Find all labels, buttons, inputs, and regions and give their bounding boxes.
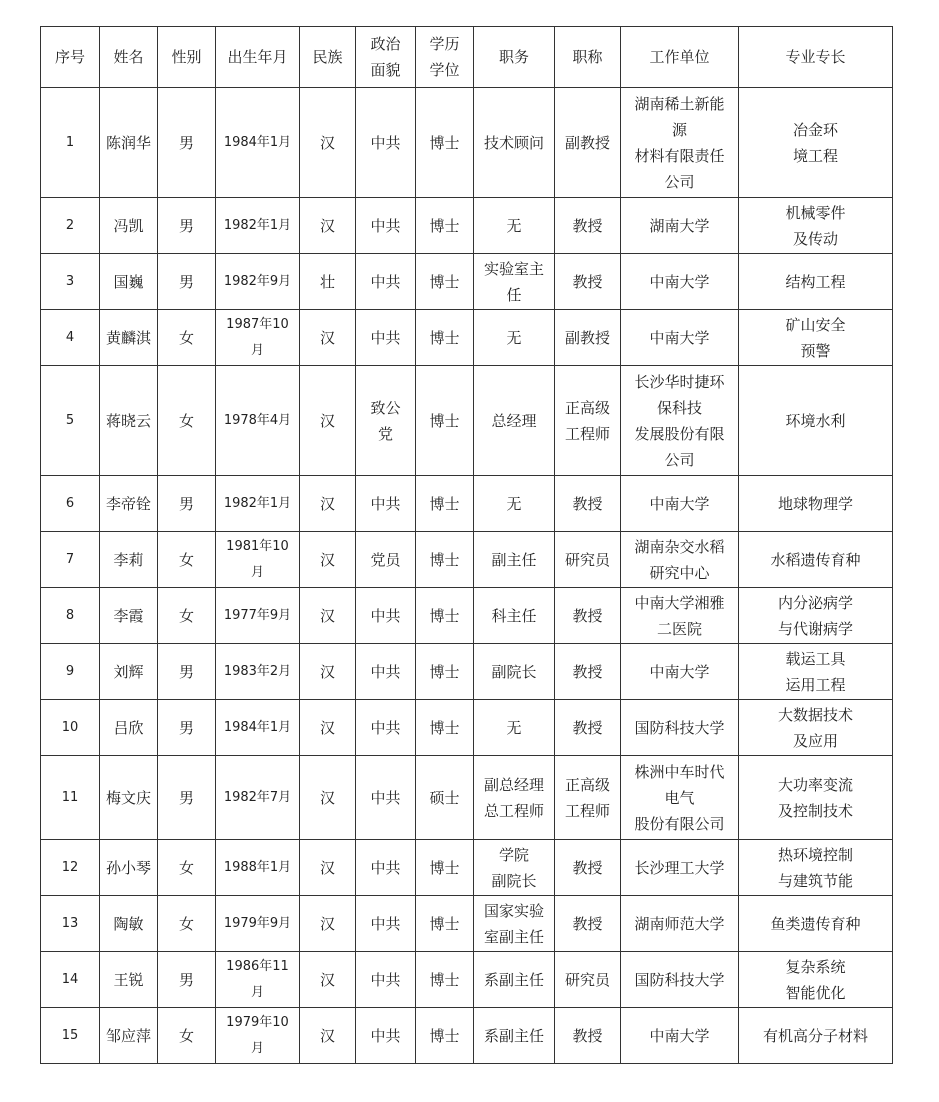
birth-cell: 1986年11 月 (216, 952, 300, 1008)
name-cell: 吕欣 (100, 700, 158, 756)
position-cell: 副总经理 总工程师 (474, 756, 555, 840)
index-cell: 9 (41, 644, 100, 700)
position-cell: 总经理 (474, 366, 555, 476)
birth-cell: 1977年9月 (216, 588, 300, 644)
title-cell: 教授 (555, 588, 621, 644)
political-cell: 中共 (356, 896, 416, 952)
ethnicity-cell: 汉 (300, 310, 356, 366)
table-row (41, 756, 893, 840)
title-cell: 教授 (555, 1008, 621, 1064)
title-cell: 研究员 (555, 952, 621, 1008)
position-cell: 副主任 (474, 532, 555, 588)
specialty-cell: 环境水利 (739, 366, 893, 476)
header-row (41, 27, 893, 88)
table-row (41, 644, 893, 700)
political-cell: 中共 (356, 254, 416, 310)
political-cell: 中共 (356, 588, 416, 644)
political-cell: 中共 (356, 840, 416, 896)
index-cell: 13 (41, 896, 100, 952)
birth-cell: 1983年2月 (216, 644, 300, 700)
title-cell: 正高级 工程师 (555, 756, 621, 840)
ethnicity-cell: 汉 (300, 840, 356, 896)
position-cell: 无 (474, 310, 555, 366)
header-cell: 出生年月 (216, 27, 300, 88)
position-cell: 系副主任 (474, 952, 555, 1008)
position-cell: 副院长 (474, 644, 555, 700)
political-cell: 中共 (356, 310, 416, 366)
specialty-cell: 结构工程 (739, 254, 893, 310)
title-cell: 副教授 (555, 310, 621, 366)
title-cell: 研究员 (555, 532, 621, 588)
gender-cell: 女 (158, 588, 216, 644)
title-cell: 教授 (555, 896, 621, 952)
political-cell: 中共 (356, 644, 416, 700)
title-cell: 副教授 (555, 88, 621, 198)
header-cell: 民族 (300, 27, 356, 88)
gender-cell: 男 (158, 88, 216, 198)
workplace-cell: 中南大学 (621, 254, 739, 310)
header-cell: 专业专长 (739, 27, 893, 88)
table-body (41, 88, 893, 1064)
birth-cell: 1982年1月 (216, 476, 300, 532)
specialty-cell: 机械零件 及传动 (739, 198, 893, 254)
degree-cell: 博士 (416, 366, 474, 476)
birth-cell: 1982年9月 (216, 254, 300, 310)
specialty-cell: 水稻遗传育种 (739, 532, 893, 588)
table-row (41, 1008, 893, 1064)
ethnicity-cell: 汉 (300, 366, 356, 476)
gender-cell: 男 (158, 254, 216, 310)
header-cell: 姓名 (100, 27, 158, 88)
workplace-cell: 中南大学 (621, 476, 739, 532)
birth-cell: 1978年4月 (216, 366, 300, 476)
title-cell: 教授 (555, 644, 621, 700)
name-cell: 孙小琴 (100, 840, 158, 896)
specialty-cell: 有机高分子材料 (739, 1008, 893, 1064)
workplace-cell: 国防科技大学 (621, 952, 739, 1008)
position-cell: 国家实验 室副主任 (474, 896, 555, 952)
specialty-cell: 热环境控制 与建筑节能 (739, 840, 893, 896)
position-cell: 实验室主 任 (474, 254, 555, 310)
position-cell: 系副主任 (474, 1008, 555, 1064)
workplace-cell: 国防科技大学 (621, 700, 739, 756)
degree-cell: 博士 (416, 254, 474, 310)
degree-cell: 博士 (416, 476, 474, 532)
specialty-cell: 复杂系统 智能优化 (739, 952, 893, 1008)
specialty-cell: 冶金环 境工程 (739, 88, 893, 198)
political-cell: 中共 (356, 88, 416, 198)
workplace-cell: 长沙理工大学 (621, 840, 739, 896)
ethnicity-cell: 汉 (300, 896, 356, 952)
ethnicity-cell: 汉 (300, 952, 356, 1008)
degree-cell: 博士 (416, 644, 474, 700)
index-cell: 7 (41, 532, 100, 588)
ethnicity-cell: 汉 (300, 700, 356, 756)
ethnicity-cell: 汉 (300, 532, 356, 588)
gender-cell: 女 (158, 310, 216, 366)
degree-cell: 博士 (416, 532, 474, 588)
experts-table (40, 26, 893, 1064)
title-cell: 教授 (555, 700, 621, 756)
birth-cell: 1979年9月 (216, 896, 300, 952)
birth-cell: 1984年1月 (216, 700, 300, 756)
header-cell: 政治 面貌 (356, 27, 416, 88)
name-cell: 冯凯 (100, 198, 158, 254)
index-cell: 12 (41, 840, 100, 896)
position-cell: 科主任 (474, 588, 555, 644)
political-cell: 中共 (356, 1008, 416, 1064)
degree-cell: 博士 (416, 700, 474, 756)
gender-cell: 男 (158, 644, 216, 700)
degree-cell: 博士 (416, 896, 474, 952)
gender-cell: 男 (158, 700, 216, 756)
table-row (41, 700, 893, 756)
position-cell: 技术顾问 (474, 88, 555, 198)
name-cell: 国巍 (100, 254, 158, 310)
header-cell: 性别 (158, 27, 216, 88)
title-cell: 教授 (555, 254, 621, 310)
ethnicity-cell: 汉 (300, 88, 356, 198)
workplace-cell: 湖南杂交水稻 研究中心 (621, 532, 739, 588)
title-cell: 正高级 工程师 (555, 366, 621, 476)
name-cell: 蒋晓云 (100, 366, 158, 476)
birth-cell: 1982年1月 (216, 198, 300, 254)
header-cell: 职称 (555, 27, 621, 88)
degree-cell: 硕士 (416, 756, 474, 840)
gender-cell: 女 (158, 1008, 216, 1064)
index-cell: 11 (41, 756, 100, 840)
political-cell: 中共 (356, 198, 416, 254)
index-cell: 3 (41, 254, 100, 310)
table-row (41, 310, 893, 366)
degree-cell: 博士 (416, 310, 474, 366)
political-cell: 党员 (356, 532, 416, 588)
table-row (41, 952, 893, 1008)
specialty-cell: 内分泌病学 与代谢病学 (739, 588, 893, 644)
title-cell: 教授 (555, 476, 621, 532)
specialty-cell: 载运工具 运用工程 (739, 644, 893, 700)
workplace-cell: 湖南稀土新能 源 材料有限责任 公司 (621, 88, 739, 198)
gender-cell: 男 (158, 198, 216, 254)
workplace-cell: 中南大学 (621, 310, 739, 366)
table-row (41, 476, 893, 532)
index-cell: 1 (41, 88, 100, 198)
degree-cell: 博士 (416, 588, 474, 644)
index-cell: 5 (41, 366, 100, 476)
name-cell: 李霞 (100, 588, 158, 644)
political-cell: 中共 (356, 952, 416, 1008)
degree-cell: 博士 (416, 952, 474, 1008)
table-row (41, 198, 893, 254)
header-cell: 学历 学位 (416, 27, 474, 88)
index-cell: 8 (41, 588, 100, 644)
name-cell: 李莉 (100, 532, 158, 588)
index-cell: 14 (41, 952, 100, 1008)
name-cell: 陶敏 (100, 896, 158, 952)
political-cell: 致公 党 (356, 366, 416, 476)
ethnicity-cell: 汉 (300, 588, 356, 644)
table-row (41, 588, 893, 644)
gender-cell: 女 (158, 896, 216, 952)
gender-cell: 男 (158, 476, 216, 532)
ethnicity-cell: 壮 (300, 254, 356, 310)
birth-cell: 1979年10 月 (216, 1008, 300, 1064)
degree-cell: 博士 (416, 840, 474, 896)
index-cell: 4 (41, 310, 100, 366)
birth-cell: 1984年1月 (216, 88, 300, 198)
workplace-cell: 湖南大学 (621, 198, 739, 254)
name-cell: 梅文庆 (100, 756, 158, 840)
table-row (41, 254, 893, 310)
title-cell: 教授 (555, 840, 621, 896)
position-cell: 无 (474, 700, 555, 756)
political-cell: 中共 (356, 756, 416, 840)
political-cell: 中共 (356, 476, 416, 532)
table-row (41, 896, 893, 952)
workplace-cell: 株洲中车时代 电气 股份有限公司 (621, 756, 739, 840)
table-row (41, 366, 893, 476)
specialty-cell: 大数据技术 及应用 (739, 700, 893, 756)
birth-cell: 1987年10 月 (216, 310, 300, 366)
birth-cell: 1988年1月 (216, 840, 300, 896)
birth-cell: 1982年7月 (216, 756, 300, 840)
position-cell: 无 (474, 476, 555, 532)
position-cell: 无 (474, 198, 555, 254)
table-row (41, 88, 893, 198)
header-cell: 职务 (474, 27, 555, 88)
name-cell: 陈润华 (100, 88, 158, 198)
ethnicity-cell: 汉 (300, 644, 356, 700)
ethnicity-cell: 汉 (300, 756, 356, 840)
workplace-cell: 中南大学 (621, 644, 739, 700)
degree-cell: 博士 (416, 198, 474, 254)
birth-cell: 1981年10 月 (216, 532, 300, 588)
index-cell: 15 (41, 1008, 100, 1064)
degree-cell: 博士 (416, 88, 474, 198)
workplace-cell: 长沙华时捷环 保科技 发展股份有限 公司 (621, 366, 739, 476)
table-row (41, 840, 893, 896)
position-cell: 学院 副院长 (474, 840, 555, 896)
gender-cell: 女 (158, 532, 216, 588)
index-cell: 2 (41, 198, 100, 254)
name-cell: 王锐 (100, 952, 158, 1008)
header-cell: 工作单位 (621, 27, 739, 88)
ethnicity-cell: 汉 (300, 1008, 356, 1064)
name-cell: 黄麟淇 (100, 310, 158, 366)
specialty-cell: 大功率变流 及控制技术 (739, 756, 893, 840)
name-cell: 李帝铨 (100, 476, 158, 532)
ethnicity-cell: 汉 (300, 476, 356, 532)
specialty-cell: 地球物理学 (739, 476, 893, 532)
specialty-cell: 矿山安全 预警 (739, 310, 893, 366)
specialty-cell: 鱼类遗传育种 (739, 896, 893, 952)
index-cell: 10 (41, 700, 100, 756)
workplace-cell: 湖南师范大学 (621, 896, 739, 952)
gender-cell: 女 (158, 366, 216, 476)
name-cell: 刘辉 (100, 644, 158, 700)
gender-cell: 男 (158, 756, 216, 840)
table-row (41, 532, 893, 588)
workplace-cell: 中南大学 (621, 1008, 739, 1064)
ethnicity-cell: 汉 (300, 198, 356, 254)
degree-cell: 博士 (416, 1008, 474, 1064)
workplace-cell: 中南大学湘雅 二医院 (621, 588, 739, 644)
title-cell: 教授 (555, 198, 621, 254)
gender-cell: 男 (158, 952, 216, 1008)
gender-cell: 女 (158, 840, 216, 896)
header-cell: 序号 (41, 27, 100, 88)
index-cell: 6 (41, 476, 100, 532)
name-cell: 邹应萍 (100, 1008, 158, 1064)
political-cell: 中共 (356, 700, 416, 756)
